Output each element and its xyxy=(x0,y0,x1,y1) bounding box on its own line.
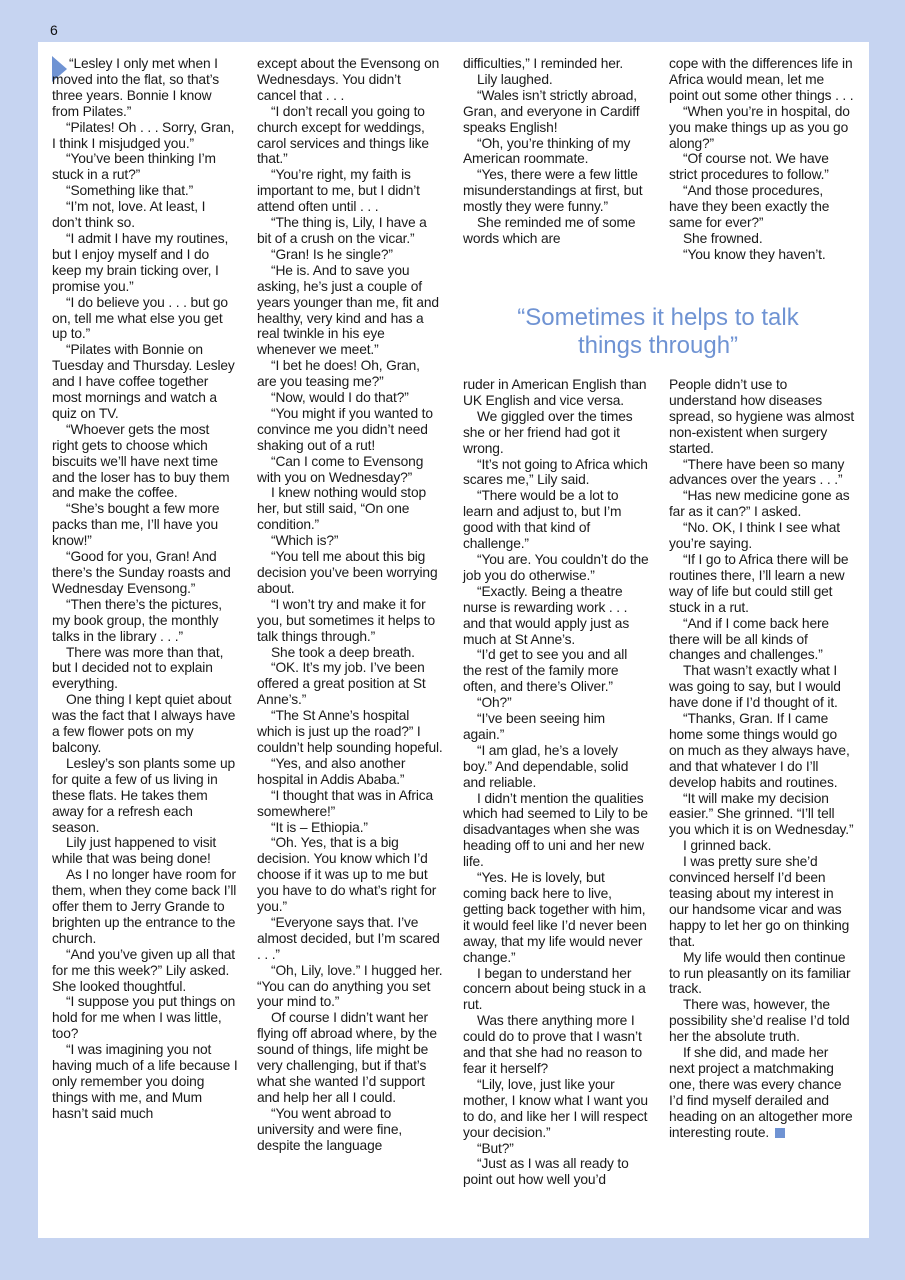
paragraph: “Good for you, Gran! And there’s the Sunday roasts and Wednesday Evensong.” xyxy=(52,549,231,596)
paragraph: “Just as I was all ready to point out how well you’d xyxy=(463,1156,629,1188)
paragraph: “And those procedures, have they been exactly the same for ever?” xyxy=(669,183,830,231)
paragraph: except about the Evensong on Wednesdays. You didn’t cancel that . . . xyxy=(257,56,440,103)
text-column-3 xyxy=(463,56,649,247)
paragraph: “He is. And to save you asking, he’s just a couple of years younger than me, fit and healthy, very kind and has a real twinkle in his eye whenever we meet.” xyxy=(257,262,439,358)
paragraph: “You tell me about this big decision you’ve been worrying about. xyxy=(257,549,438,596)
text-column-4 xyxy=(669,56,855,263)
paragraph: cope with the differences life in Africa would mean, let me point out some other things . . . xyxy=(669,56,854,103)
paragraph: “No. OK, I think I see what you’re saying. xyxy=(669,520,840,552)
pull-quote-line-2: things through” xyxy=(577,332,739,359)
pull-quote-line-1: “Sometimes it helps to talk xyxy=(517,304,799,331)
paragraph: “You went abroad to university and were fine, despite the language xyxy=(257,1105,403,1153)
paragraph: “Pilates with Bonnie on Tuesday and Thursday. Lesley and I have coffee together most mornings and watch a quiz on TV. xyxy=(52,342,235,421)
paragraph: She frowned. xyxy=(683,230,763,246)
paragraph: “I bet he does! Oh, Gran, are you teasing me?” xyxy=(257,358,420,390)
paragraph: “But?” xyxy=(477,1140,514,1156)
paragraph: “Of course not. We have strict procedures to follow.” xyxy=(669,151,829,183)
paragraph: “It is – Ethiopia.” xyxy=(271,819,368,835)
paragraph: “Oh, Lily, love.” I hugged her. “You can do anything you set your mind to.” xyxy=(257,962,443,1010)
paragraph: “You’ve been thinking I’m stuck in a rut?” xyxy=(52,151,216,183)
paragraph: “Oh?” xyxy=(477,695,512,711)
paragraph: “You’re right, my faith is important to me, but I didn’t attend often until . . . xyxy=(257,167,420,215)
paragraph: “I’d get to see you and all the rest of the family more often, and there’s Oliver.” xyxy=(463,647,628,695)
paragraph: “You might if you wanted to convince me you didn’t need shaking out of a rut! xyxy=(257,405,433,453)
paragraph: “It will make my decision easier.” She grinned. “I’ll tell you which it is on Wednesday.” xyxy=(669,790,854,838)
paragraph: “Oh. Yes, that is a big decision. You know which I’d choose if it was up to me but you have to do what’s right for you.” xyxy=(257,835,437,915)
paragraph: “I’ve been seeing him again.” xyxy=(463,711,605,742)
text-column-3-lower xyxy=(463,377,649,1188)
paragraph: I began to understand her concern about being stuck in a rut. xyxy=(463,965,646,1013)
paragraph: “You are. You couldn’t do the job you do otherwise.” xyxy=(463,551,649,583)
paragraph: “Everyone says that. I’ve almost decided, but I’m scared . . .” xyxy=(257,914,440,962)
paragraph: “Yes. He is lovely, but coming back here to live, getting back together with him, it would feel like I’d never been away, that my life would never change.” xyxy=(463,870,647,965)
paragraph: There was, however, the possibility she’d realise I’d told her the absolute truth. xyxy=(669,997,850,1045)
paragraph: “The St Anne’s hospital which is just up the road?” I couldn’t help sounding hopeful. xyxy=(257,708,443,755)
paragraph: She reminded me of some words which are xyxy=(463,215,636,246)
paragraph: “I am glad, he’s a lovely boy.” And dependable, solid and reliable. xyxy=(463,742,629,790)
paragraph: Was there anything more I could do to prove that I wasn’t and that she had no reason to fear it herself? xyxy=(463,1013,642,1076)
paragraph: If she did, and made her next project a matchmaking one, there was every chance I’d find myself derailed and heading on an altogether more interesting route. xyxy=(669,1045,853,1140)
paragraph: “Whoever gets the most right gets to choose which biscuits we’ll have next time and the loser has to buy them and make the coffee. xyxy=(52,421,230,501)
paragraph: “Has new medicine gone as far as it can?” I asked. xyxy=(669,488,850,520)
paragraph: “I admit I have my routines, but I enjoy myself and I do keep my brain ticking over, I promise you.” xyxy=(52,230,229,294)
paragraph: “OK. It’s my job. I’ve been offered a great position at St Anne’s.” xyxy=(257,660,426,708)
paragraph: “The thing is, Lily, I have a bit of a crush on the vicar.” xyxy=(257,215,427,246)
paragraph: Of course I didn’t want her flying off abroad where, by the sound of things, life might be very challenging, but if that’s what she wanted I’d support and help her all I could. xyxy=(257,1010,437,1105)
page-number: 6 xyxy=(50,22,58,38)
paragraph: “Can I come to Evensong with you on Wednesday?” xyxy=(257,453,424,485)
paragraph: “Now, would I do that?” xyxy=(271,390,409,406)
paragraph: “And if I come back here there will be all kinds of changes and challenges.” xyxy=(669,615,829,663)
paragraph: That wasn’t exactly what I was going to say, but I would have done if I’d thought of it. xyxy=(669,663,841,711)
paragraph: “Yes, there were a few little misunderstandings at first, but mostly they were funny.” xyxy=(463,167,643,215)
paragraph: “There have been so many advances over the years . . .” xyxy=(669,456,845,488)
paragraph: “I don’t recall you going to church except for weddings, carol services and things like that.” xyxy=(257,103,429,167)
paragraph: difficulties,” I reminded her. xyxy=(463,56,624,71)
paragraph: “It’s not going to Africa which scares me,” Lily said. xyxy=(463,456,648,488)
paragraph: I was pretty sure she’d convinced herself I’d been teasing about my interest in our handsome vicar and was happy to let her go on thinking that. xyxy=(669,854,850,949)
paragraph: People didn’t use to understand how diseases spread, so hygiene was almost non-existent when surgery started. xyxy=(669,377,855,456)
text-column-1 xyxy=(52,56,238,1122)
paragraph: “There would be a lot to learn and adjust to, but I’m good with that kind of challenge.” xyxy=(463,488,622,552)
paragraph: “Pilates! Oh . . . Sorry, Gran, I think I misjudged you.” xyxy=(52,119,235,151)
paragraph: We giggled over the times she or her friend had got it wrong. xyxy=(463,408,633,456)
text-column-2 xyxy=(257,56,443,1154)
paragraph: Lily just happened to visit while that was being done! xyxy=(52,835,217,867)
paragraph: “Exactly. Being a theatre nurse is rewarding work . . . and that would apply just as much at St Anne’s. xyxy=(463,583,630,647)
paragraph: One thing I kept quiet about was the fact that I always have a few flower pots on my balcony. xyxy=(52,692,236,755)
paragraph: “Lesley I only met when I moved into the flat, so that’s three years. Bonnie I know from Pilates.” xyxy=(52,56,220,119)
paragraph: My life would then continue to run pleasantly on its familiar track. xyxy=(669,949,851,997)
paragraph: “Yes, and also another hospital in Addis Ababa.” xyxy=(257,755,406,787)
paragraph: Lily laughed. xyxy=(477,71,553,87)
magazine-page xyxy=(38,42,869,1238)
paragraph: “I’m not, love. At least, I don’t think so. xyxy=(52,199,206,231)
paragraph: “Something like that.” xyxy=(66,183,194,199)
paragraph: She took a deep breath. xyxy=(271,644,415,660)
paragraph: ruder in American English than UK English and vice versa. xyxy=(463,377,647,408)
paragraph: “She’s bought a few more packs than me, I’ll have you know!” xyxy=(52,501,220,549)
paragraph: “Then there’s the pictures, my book group, the monthly talks in the library . . .” xyxy=(52,596,222,644)
paragraph: “I do believe you . . . but go on, tell me what else you get up to.” xyxy=(52,294,228,342)
paragraph: I knew nothing would stop her, but still said, “On one condition.” xyxy=(257,485,427,533)
paragraph: “If I go to Africa there will be routines there, I’ll learn a new way of life but could still get stuck in a rut. xyxy=(669,551,849,615)
text-column-4-lower xyxy=(669,377,855,1141)
paragraph: There was more than that, but I decided not to explain everything. xyxy=(52,644,224,692)
paragraph: “Thanks, Gran. If I came home some things would go on much as they always have, and that whatever I do I’ll develop habits and routines. xyxy=(669,711,850,790)
paragraph: “I was imagining you not having much of a life because I only remember you doing things with me, and Mum hasn’t said much xyxy=(52,1042,238,1121)
paragraph: Lesley’s son plants some up for quite a few of us living in these flats. He takes them away for a refresh each season. xyxy=(52,755,236,835)
paragraph: “Lily, love, just like your mother, I know what I want you to do, and like her I will respect your decision.” xyxy=(463,1076,648,1140)
paragraph: I grinned back. xyxy=(683,838,772,854)
paragraph: As I no longer have room for them, when they come back I’ll offer them to Jerry Grande to brighten up the entrance to the church. xyxy=(52,867,237,946)
paragraph: I didn’t mention the qualities which had seemed to Lily to be disadvantages when she was heading off to uni and her new life. xyxy=(463,790,648,870)
paragraph: “I suppose you put things on hold for me when I was little, too? xyxy=(52,994,236,1042)
paragraph: “When you’re in hospital, do you make things up as you go along?” xyxy=(669,103,850,151)
end-of-story-square-icon xyxy=(775,1128,785,1138)
paragraph: “I won’t try and make it for you, but sometimes it helps to talk things through.” xyxy=(257,596,436,644)
paragraph: “Oh, you’re thinking of my American roommate. xyxy=(463,135,631,167)
paragraph: “I thought that was in Africa somewhere!” xyxy=(257,787,434,819)
paragraph: “And you’ve given up all that for me this week?” Lily asked. She looked thoughtful. xyxy=(52,946,235,994)
paragraph: “Wales isn’t strictly abroad, Gran, and everyone in Cardiff speaks English! xyxy=(463,87,640,135)
paragraph: “You know they haven’t. xyxy=(683,246,826,262)
paragraph: “Gran! Is he single?” xyxy=(271,246,393,262)
paragraph: “Which is?” xyxy=(271,533,339,549)
pull-quote xyxy=(468,304,848,360)
